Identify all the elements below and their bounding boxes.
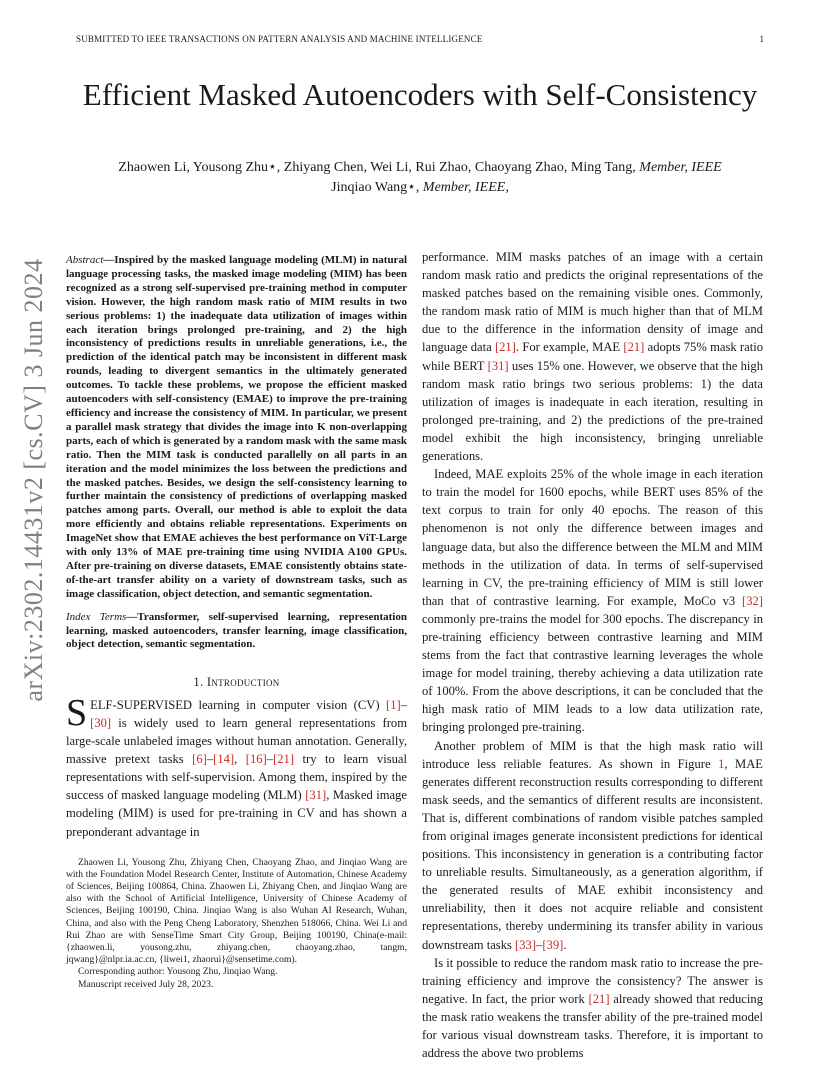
author-list xyxy=(76,158,764,198)
intro-text: – xyxy=(266,752,274,767)
body-text: Is it possible to reduce the random mask ratio to increase the pre-training efficiency and improve the consistency? The answer is negative. In fact, the prior work xyxy=(422,955,763,1006)
dropcap: S xyxy=(66,691,88,734)
intro-paragraph-1 xyxy=(66,691,408,841)
right-paragraph-1 xyxy=(422,248,763,465)
footnote-corresponding: Corresponding author: Yousong Zhu, Jinqiao Wang. xyxy=(78,966,278,978)
body-text: Another problem of MIM is that the high mask ratio will introduce less reliable features. As shown in Figure xyxy=(422,738,763,771)
intro-text: try to learn visual representations with self-supervision. Among them, inspired by the success of masked language modeling (MLM) xyxy=(66,752,408,803)
body-text: uses 15% one. However, we observe that the high random mask ratio brings two serious problems: 1) the data utilization of images is inadequate in each iteration, resulting in prolonged pre-training, and 2) the predictions of the pre-trained model exhibit the high inconsistency, bringing unreliable generations. xyxy=(422,358,763,464)
page-number: 1 xyxy=(759,34,764,44)
index-terms-text: —Transformer, self-supervised learning, representation learning, masked autoencoders, transfer learning, image classification, object detection, semantic segmentation. xyxy=(66,610,407,651)
paper-title: Efficient Masked Autoencoders with Self-Consistency xyxy=(82,77,758,112)
citation-link[interactable]: [6] xyxy=(192,752,207,767)
arxiv-stamp[interactable]: arXiv:2302.14431v2 [cs.CV] 3 Jun 2024 xyxy=(19,258,48,702)
section-title: Introduction xyxy=(206,675,280,690)
body-text: adopts 75% mask ratio while BERT xyxy=(422,340,763,373)
index-terms xyxy=(66,611,407,653)
figure-link[interactable]: 1 xyxy=(718,756,725,771)
citation-link[interactable]: [39] xyxy=(542,937,564,952)
citation-link[interactable]: [32] xyxy=(742,593,763,608)
citation-link[interactable]: [30] xyxy=(90,715,112,730)
citation-link[interactable]: [31] xyxy=(305,788,327,803)
body-text: . For example, MAE xyxy=(515,340,624,355)
body-text: . xyxy=(563,937,567,952)
citation-link[interactable]: [21] xyxy=(273,752,295,767)
citation-link[interactable]: [14] xyxy=(213,752,235,767)
body-text: , MAE generates different reconstruction results corresponding to different mask seeds, and the semantics of different results are inconsistent. That is, different combinations of random visible patches sampled from original images generate inconsistent predictions for identical positions. This inconsistency in generation is a contributing factor to unreliable results. Simultaneously, as a generation algorithm, if the generated results of MAE exhibit inconsistency and unreliability, then it does not acquire reliable and consistent representations, thereby undermining its transfer ability in various downstream tasks xyxy=(422,756,763,952)
body-text: already showed that reducing the mask ratio weakens the transfer ability of the pre-trained model for various visual downstream tasks. Therefore, it is important to address the above two problems xyxy=(422,991,763,1061)
body-text: commonly pre-trains the model for 300 epochs. The discrepancy in pre-training efficiency between contrastive learning and MIM stems from the fact that contrastive learning leverages the whole image for model training, thereby achieving a data utilization rate of 100%. From the above descriptions, it can be concluded that the high mask ratio of MIM leads to a low data utilization rate, bringing prolonged pre-training. xyxy=(422,611,763,735)
intro-text: – xyxy=(400,697,407,712)
abstract xyxy=(66,254,407,602)
footnote-affiliation: Zhaowen Li, Yousong Zhu, Zhiyang Chen, Chaoyang Zhao, and Jinqiao Wang are with the Foundation Model Research Center, Institute of Automation, Chinese Academy of Sciences, Beijing 100864, China. Zhaowen Li, Zhiyang Chen, and Jinqiao Wang are also with the School of Artificial Intelligence, University of Chinese Academy of Sciences, Beijing 100190, China. Jinqiao Wang is also Wuhan AI Research, Wuhan, China, and also with the Peng Cheng Laboratory, Shenzhen 518066, China. Wei Li and Rui Zhao are with SenseTime Smart City Group, Beijing 100190, China(e-mail: {zhaowen.li, yousong.zhu, zhiyang.chen, chaoyang.zhao, tangm, jqwang}@nlpr.ia.ac.cn, {liwei1, zhaorui}@sensetime.com). xyxy=(66,856,407,966)
section-heading xyxy=(66,674,407,692)
intro-text: is widely used to learn general representations from large-scale unlabeled images without human annotation. Generally, massive pretext tasks xyxy=(66,715,407,767)
abstract-text: —Inspired by the masked language modeling (MLM) in natural language processing tasks, the masked image modeling (MIM) has been recognized as a strong self-supervised pre-training method in computer vision. However, the high random mask ratio of MIM results in two serious problems: 1) the inadequate data utilization of images within each iteration brings prolonged pre-training, and 2) the high inconsistency of predictions results in unreliable generations, i.e., the prediction of the identical patch may be inconsistent in different mask rounds, leading to divergent semantics in the ultimately generated outcomes. To tackle these problems, we propose the efficient masked autoencoders with self-consistency (EMAE) to improve the pre-training efficiency and increase the consistency of MIM. In particular, we present a parallel mask strategy that divides the image into K non-overlapping parts, each of which is generated by a random mask with the same mask ratio. Then the MIM task is conducted parallelly on all parts in an iteration and the model minimizes the loss between the predictions and the masked patches. Besides, we design the self-consistency learning to further maintain the consistency of predictions of overlapping masked patches among parts. Overall, our method is able to exploit the data more efficiently and obtains reliable representations. Experiments on ImageNet show that EMAE achieves the best performance on ViT-Large with only 13% of MAE pre-training time using NVIDIA A100 GPUs. After pre-training on diverse datasets, EMAE consistently obtains state-of-the-art transfer ability on a variety of downstream tasks, such as image classification, object detection, and semantic segmentation. xyxy=(66,254,407,600)
index-terms-label: Index Terms xyxy=(66,610,127,623)
body-text: – xyxy=(536,937,543,952)
intro-text: , xyxy=(234,752,246,767)
left-column xyxy=(66,254,407,991)
author-line-1 xyxy=(76,158,764,178)
author-names-1: Zhaowen Li, Yousong Zhu⋆, Zhiyang Chen, Wei Li, Rui Zhao, Chaoyang Zhao, Ming Tang, xyxy=(118,160,636,175)
intro-text: ELF-SUPERVISED learning in computer vision (CV) xyxy=(90,697,387,712)
footnote xyxy=(66,857,407,991)
citation-link[interactable]: [33] xyxy=(515,937,537,952)
citation-link[interactable]: [1] xyxy=(386,697,401,712)
author-role-2: Member, IEEE, xyxy=(422,180,509,195)
right-paragraph-2 xyxy=(422,465,763,736)
running-head: SUBMITTED TO IEEE TRANSACTIONS ON PATTERN ANALYSIS AND MACHINE INTELLIGENCE xyxy=(76,34,483,44)
right-paragraph-3 xyxy=(422,737,763,954)
citation-link[interactable]: [21] xyxy=(494,340,516,355)
right-paragraph-4 xyxy=(422,954,763,1063)
citation-link[interactable]: [16] xyxy=(245,752,267,767)
citation-link[interactable]: [31] xyxy=(487,358,509,373)
author-names-2: Jinqiao Wang⋆, xyxy=(331,180,420,195)
citation-link[interactable]: [21] xyxy=(588,991,610,1006)
body-text: Indeed, MAE exploits 25% of the whole image in each iteration to train the model for 1600 epochs, while BERT uses 85% of the text corpus to train for only 40 epochs. The reason of this phenomenon is not only the difference between images and language data, but also the difference between the MLM and MIM methods in the utilization of data. In terms of self-supervised learning in CV, the pre-training efficiency of MIM is still lower than that of contrastive learning. For example, MoCo v3 xyxy=(422,467,763,608)
body-text: performance. MIM masks patches of an image with a certain random mask ratio and predicts the original representations of the masked patches based on the remaining visible ones. Commonly, the random mask ratio of MIM is much higher than that of MLM due to the difference in the information density of image and language data xyxy=(422,250,763,355)
right-column xyxy=(422,248,763,1062)
footnote-received: Manuscript received July 28, 2023. xyxy=(78,978,214,990)
abstract-label: Abstract xyxy=(66,254,104,266)
intro-text: , Masked image modeling (MIM) is used for pre-training in CV and has shown a preponderant advantage in xyxy=(66,788,408,839)
author-line-2 xyxy=(76,178,764,198)
section-number: 1. xyxy=(193,675,204,690)
author-role-1: Member, IEEE xyxy=(639,160,722,175)
citation-link[interactable]: [21] xyxy=(623,340,645,355)
intro-text: – xyxy=(206,752,214,767)
